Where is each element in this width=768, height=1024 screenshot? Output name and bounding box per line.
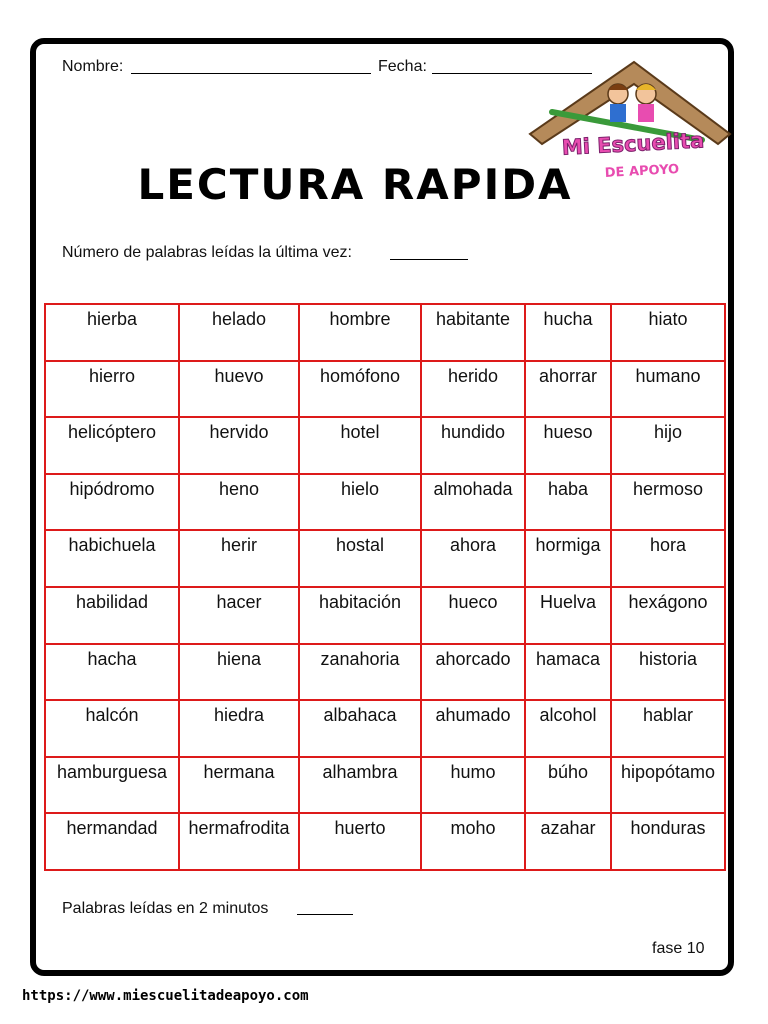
word-cell: hucha	[525, 304, 611, 361]
footer-url: https://www.miescuelitadeapoyo.com	[22, 988, 309, 1004]
word-row	[45, 700, 725, 757]
word-cell: hermoso	[611, 474, 725, 531]
word-cell: hielo	[299, 474, 421, 531]
word-cell: ahorrar	[525, 361, 611, 418]
word-cell: búho	[525, 757, 611, 814]
word-cell: hueso	[525, 417, 611, 474]
logo-name: Mi Escuelita	[561, 128, 705, 160]
name-field[interactable]	[131, 73, 371, 74]
word-cell: historia	[611, 644, 725, 701]
word-cell: hormiga	[525, 530, 611, 587]
page-title: LECTURA RAPIDA	[137, 160, 573, 209]
word-cell: halcón	[45, 700, 179, 757]
word-cell: hora	[611, 530, 725, 587]
word-cell: azahar	[525, 813, 611, 870]
word-row	[45, 361, 725, 418]
word-cell: heno	[179, 474, 299, 531]
word-row	[45, 757, 725, 814]
word-cell: hexágono	[611, 587, 725, 644]
word-cell: humano	[611, 361, 725, 418]
word-row	[45, 587, 725, 644]
word-cell: honduras	[611, 813, 725, 870]
words-read-field[interactable]	[297, 914, 353, 915]
word-cell: habitante	[421, 304, 525, 361]
word-cell: almohada	[421, 474, 525, 531]
word-cell: hermandad	[45, 813, 179, 870]
word-row	[45, 417, 725, 474]
word-row	[45, 813, 725, 870]
word-cell: Huelva	[525, 587, 611, 644]
name-label: Nombre:	[62, 58, 124, 75]
word-cell: haba	[525, 474, 611, 531]
word-cell: hierro	[45, 361, 179, 418]
word-cell: ahumado	[421, 700, 525, 757]
word-cell: hiato	[611, 304, 725, 361]
word-cell: helicóptero	[45, 417, 179, 474]
word-row	[45, 644, 725, 701]
word-cell: homófono	[299, 361, 421, 418]
phase-label: fase 10	[652, 940, 705, 957]
word-cell: hiena	[179, 644, 299, 701]
word-cell: hervido	[179, 417, 299, 474]
word-cell: huerto	[299, 813, 421, 870]
word-cell: hipopótamo	[611, 757, 725, 814]
word-row	[45, 530, 725, 587]
word-cell: hermana	[179, 757, 299, 814]
word-cell: helado	[179, 304, 299, 361]
words-read-label: Palabras leídas en 2 minutos	[62, 900, 269, 917]
word-cell: habitación	[299, 587, 421, 644]
word-cell: hueco	[421, 587, 525, 644]
word-cell: hipódromo	[45, 474, 179, 531]
logo-subtitle: DE APOYO	[604, 162, 680, 181]
word-cell: hermafrodita	[179, 813, 299, 870]
word-row	[45, 304, 725, 361]
word-cell: herir	[179, 530, 299, 587]
word-cell: hamaca	[525, 644, 611, 701]
word-cell: huevo	[179, 361, 299, 418]
word-cell: humo	[421, 757, 525, 814]
word-row	[45, 474, 725, 531]
word-cell: zanahoria	[299, 644, 421, 701]
word-cell: ahora	[421, 530, 525, 587]
word-cell: albahaca	[299, 700, 421, 757]
word-cell: hiedra	[179, 700, 299, 757]
word-cell: hundido	[421, 417, 525, 474]
word-cell: ahorcado	[421, 644, 525, 701]
word-cell: habilidad	[45, 587, 179, 644]
word-cell: hotel	[299, 417, 421, 474]
word-cell: hacha	[45, 644, 179, 701]
word-grid	[44, 303, 726, 871]
word-cell: hacer	[179, 587, 299, 644]
word-cell: hablar	[611, 700, 725, 757]
word-cell: hijo	[611, 417, 725, 474]
word-cell: hamburguesa	[45, 757, 179, 814]
word-cell: hombre	[299, 304, 421, 361]
word-cell: hierba	[45, 304, 179, 361]
word-cell: hostal	[299, 530, 421, 587]
word-cell: alhambra	[299, 757, 421, 814]
word-cell: moho	[421, 813, 525, 870]
date-label: Fecha:	[378, 58, 427, 75]
last-time-label: Número de palabras leídas la última vez:	[62, 244, 352, 261]
last-time-field[interactable]	[390, 259, 468, 260]
word-cell: alcohol	[525, 700, 611, 757]
word-cell: herido	[421, 361, 525, 418]
word-cell: habichuela	[45, 530, 179, 587]
